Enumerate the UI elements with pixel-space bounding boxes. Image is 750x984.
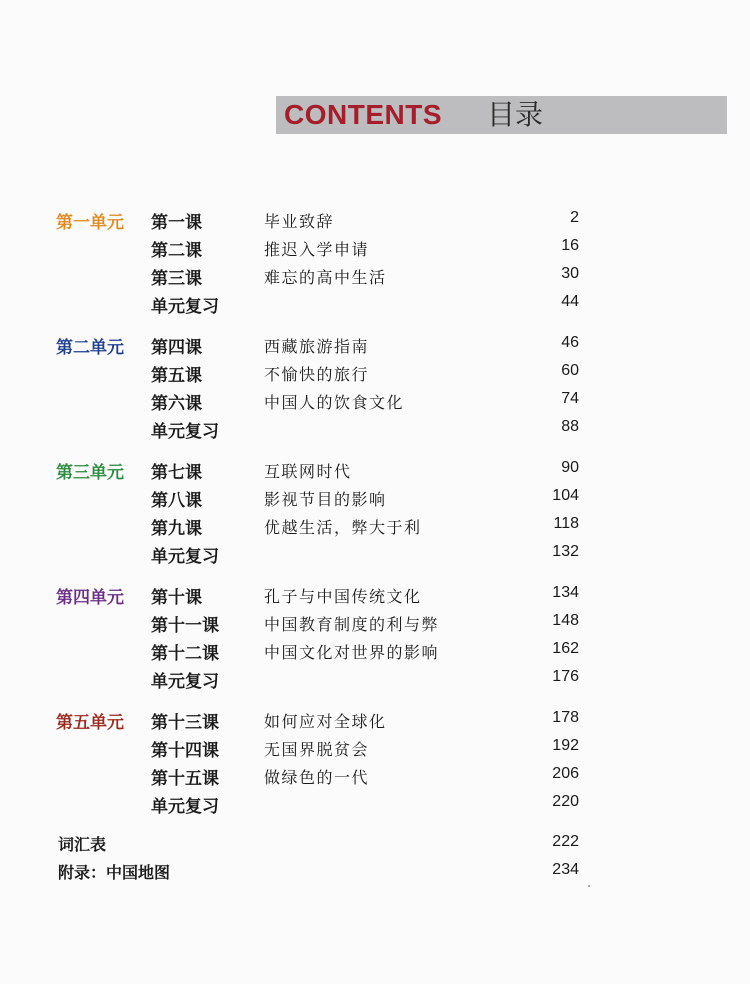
lesson-title: 做绿色的一代 bbox=[264, 768, 370, 787]
page-number: 30 bbox=[561, 265, 579, 282]
lesson-number: 第五课 bbox=[151, 366, 202, 386]
appendix-row[interactable] bbox=[0, 832, 750, 860]
lesson-title: 中国教育制度的利与弊 bbox=[264, 615, 440, 634]
lesson-number: 单元复习 bbox=[151, 672, 219, 692]
lesson-title: 中国人的饮食文化 bbox=[264, 393, 405, 412]
toc-row[interactable] bbox=[0, 389, 750, 417]
unit-label: 第一单元 bbox=[56, 213, 124, 233]
unit-label: 第五单元 bbox=[56, 713, 124, 733]
unit-label: 第三单元 bbox=[56, 463, 124, 483]
toc-row[interactable] bbox=[0, 611, 750, 639]
page-number: 206 bbox=[552, 765, 579, 782]
toc-row[interactable] bbox=[0, 486, 750, 514]
lesson-number: 单元复习 bbox=[151, 547, 219, 567]
page-number: 118 bbox=[553, 515, 579, 532]
lesson-number: 第四课 bbox=[151, 338, 202, 358]
lesson-number: 第十五课 bbox=[151, 769, 219, 789]
lesson-number: 第十一课 bbox=[151, 616, 219, 636]
page-number: 220 bbox=[552, 793, 579, 810]
lesson-title: 互联网时代 bbox=[264, 462, 352, 481]
toc-row[interactable] bbox=[0, 264, 750, 292]
page-number: 74 bbox=[561, 390, 579, 407]
lesson-number: 第十课 bbox=[151, 588, 202, 608]
lesson-number: 单元复习 bbox=[151, 297, 219, 317]
appendix-row[interactable] bbox=[0, 860, 750, 888]
lesson-title: 如何应对全球化 bbox=[264, 712, 387, 731]
lesson-title: 难忘的高中生活 bbox=[264, 268, 387, 287]
toc-row[interactable] bbox=[0, 583, 750, 611]
page-number: 178 bbox=[552, 709, 579, 726]
toc-row[interactable] bbox=[0, 458, 750, 486]
lesson-title: 无国界脱贫会 bbox=[264, 740, 370, 759]
contents-heading: CONTENTS bbox=[284, 99, 442, 130]
page-number: 88 bbox=[561, 418, 579, 435]
toc-row[interactable] bbox=[0, 667, 750, 695]
lesson-title: 不愉快的旅行 bbox=[264, 365, 370, 384]
page-number: 16 bbox=[561, 237, 579, 254]
page-number: 60 bbox=[561, 362, 579, 379]
lesson-title: 影视节目的影响 bbox=[264, 490, 387, 509]
appendix-label: 附录：中国地图 bbox=[58, 863, 171, 882]
toc-row[interactable] bbox=[0, 361, 750, 389]
toc-row[interactable] bbox=[0, 514, 750, 542]
page-number: 234 bbox=[552, 861, 579, 878]
lesson-title: 推迟入学申请 bbox=[264, 240, 370, 259]
lesson-number: 第八课 bbox=[151, 491, 202, 511]
lesson-number: 第一课 bbox=[151, 213, 202, 233]
page-number: 132 bbox=[552, 543, 579, 560]
toc-row[interactable] bbox=[0, 639, 750, 667]
toc-row[interactable] bbox=[0, 292, 750, 320]
lesson-title: 中国文化对世界的影响 bbox=[264, 643, 440, 662]
unit-label: 第二单元 bbox=[56, 338, 124, 358]
lesson-number: 第十四课 bbox=[151, 741, 219, 761]
lesson-title: 孔子与中国传统文化 bbox=[264, 587, 422, 606]
page-number: 148 bbox=[552, 612, 579, 629]
page-number: 90 bbox=[561, 459, 579, 476]
lesson-title: 毕业致辞 bbox=[264, 212, 335, 231]
lesson-number: 单元复习 bbox=[151, 422, 219, 442]
speck bbox=[588, 885, 590, 887]
toc-row[interactable] bbox=[0, 736, 750, 764]
page-number: 44 bbox=[561, 293, 579, 310]
toc-row[interactable] bbox=[0, 764, 750, 792]
toc-row[interactable] bbox=[0, 333, 750, 361]
page-number: 104 bbox=[552, 487, 579, 504]
page-number: 162 bbox=[552, 640, 579, 657]
page-number: 222 bbox=[552, 833, 579, 850]
lesson-number: 第六课 bbox=[151, 394, 202, 414]
toc-row[interactable] bbox=[0, 542, 750, 570]
lesson-number: 第三课 bbox=[151, 269, 202, 289]
page-number: 2 bbox=[570, 209, 579, 226]
lesson-number: 第二课 bbox=[151, 241, 202, 261]
lesson-number: 第九课 bbox=[151, 519, 202, 539]
lesson-number: 第十二课 bbox=[151, 644, 219, 664]
contents-heading-zh: 目录 bbox=[487, 98, 544, 131]
page-number: 176 bbox=[552, 668, 579, 685]
lesson-title: 西藏旅游指南 bbox=[264, 337, 370, 356]
toc-row[interactable] bbox=[0, 236, 750, 264]
unit-label: 第四单元 bbox=[56, 588, 124, 608]
page-number: 192 bbox=[552, 737, 579, 754]
lesson-title: 优越生活，弊大于利 bbox=[264, 518, 422, 537]
toc-row[interactable] bbox=[0, 792, 750, 820]
toc-row[interactable] bbox=[0, 417, 750, 445]
lesson-number: 第十三课 bbox=[151, 713, 219, 733]
appendix-label: 词汇表 bbox=[58, 835, 107, 854]
lesson-number: 第七课 bbox=[151, 463, 202, 483]
toc-row[interactable] bbox=[0, 708, 750, 736]
page-number: 134 bbox=[552, 584, 579, 601]
page-number: 46 bbox=[561, 334, 579, 351]
lesson-number: 单元复习 bbox=[151, 797, 219, 817]
toc-row[interactable] bbox=[0, 208, 750, 236]
